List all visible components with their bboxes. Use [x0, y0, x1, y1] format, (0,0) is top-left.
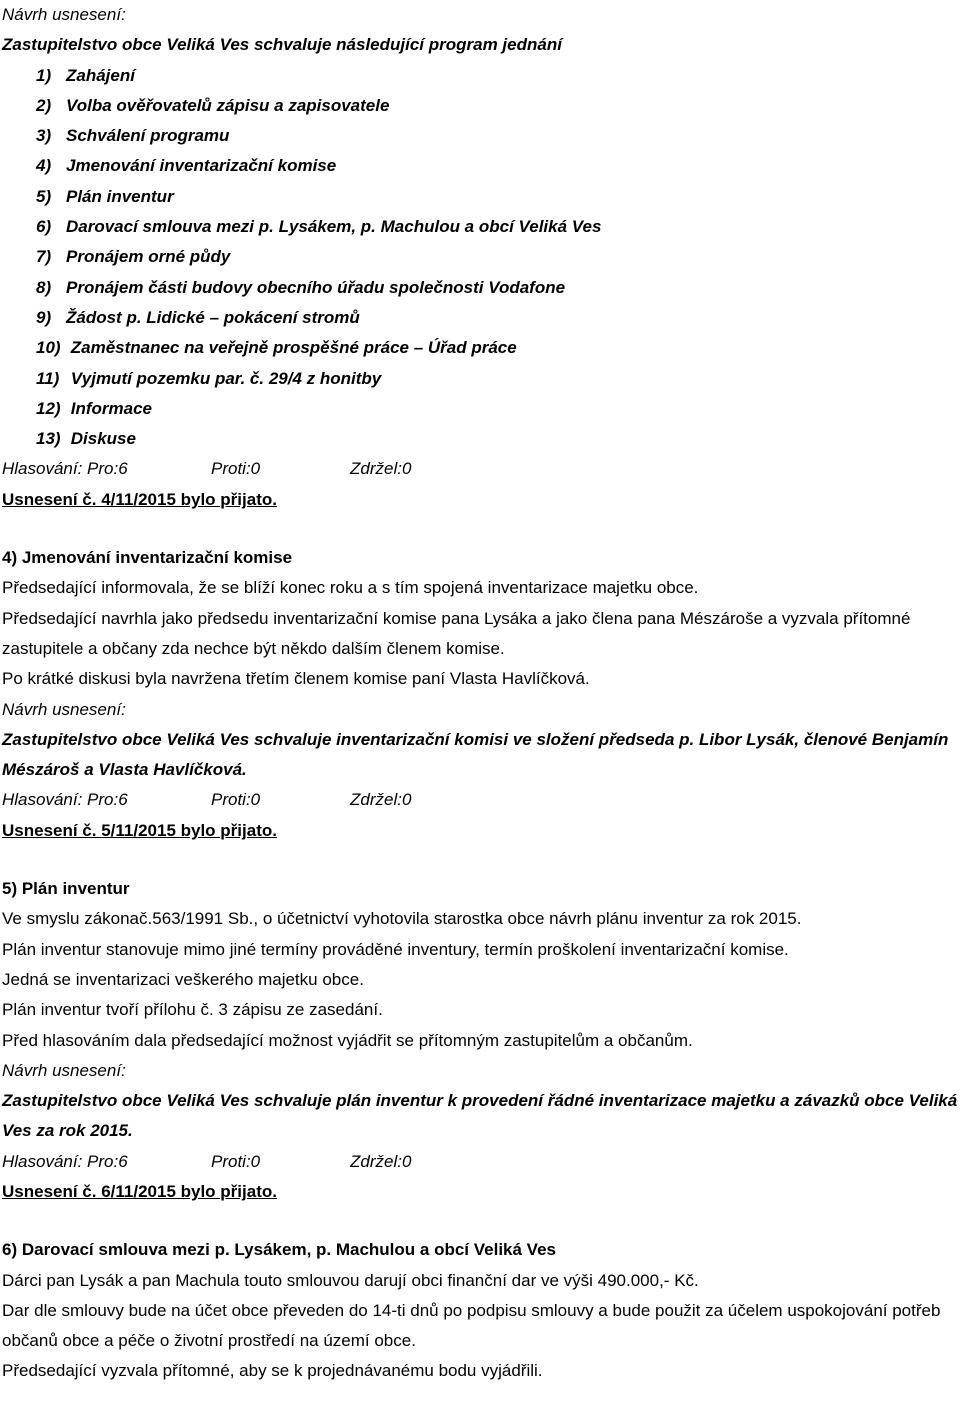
paragraph: Po krátké diskusi byla navržena třetím členem komise paní Vlasta Havlíčková.: [2, 669, 590, 689]
section-heading: 5) Plán inventur: [2, 879, 130, 899]
agenda-item: 7) Pronájem orné půdy: [36, 247, 231, 267]
paragraph: Plán inventur stanovuje mimo jiné termíny prováděné inventury, termín proškolení inventarizační komise.: [2, 939, 789, 959]
agenda-item: 3) Schválení programu: [36, 126, 230, 146]
resolution-status: Usnesení č. 5/11/2015 bylo přijato.: [2, 820, 277, 840]
proposal-label: Návrh usnesení:: [2, 699, 126, 719]
paragraph: Před hlasováním dala předsedající možnost vyjádřit se přítomným zastupitelům a občanům.: [2, 1030, 693, 1050]
agenda-item: 4) Jmenování inventarizační komise: [36, 156, 337, 176]
paragraph: Předsedající navrhla jako předsedu inventarizační komise pana Lysáka a jako člena pana Mészároše a vyzvala přítomné zastupitele a občany zda nechce být někdo dalším členem komise.: [2, 608, 911, 658]
section-heading: 6) Darovací smlouva mezi p. Lysákem, p. Machulou a obcí Veliká Ves: [2, 1240, 556, 1260]
agenda-item: 11) Vyjmutí pozemku par. č. 29/4 z honitby: [36, 368, 382, 388]
agenda-item: 9) Žádost p. Lidické – pokácení stromů: [36, 307, 360, 327]
agenda-list: [2, 61, 958, 455]
proposal-text: Zastupitelstvo obce Veliká Ves schvaluje inventarizační komisi ve složení předseda p. Libor Lysák, členové Benjamín Mészároš a Vlasta Havlíčková.: [2, 729, 949, 780]
agenda-item: 13) Diskuse: [36, 429, 136, 449]
paragraph: Dárci pan Lysák a pan Machula touto smlouvou darují obci finanční dar ve výši 490.000,- Kč.: [2, 1270, 699, 1290]
vote-result: Hlasování: Pro:6 Proti:0 Zdržel:0: [2, 790, 412, 810]
resolution-status: Usnesení č. 6/11/2015 bylo přijato.: [2, 1181, 277, 1201]
paragraph: Předsedající informovala, že se blíží konec roku a s tím spojená inventarizace majetku obce.: [2, 578, 699, 598]
paragraph: Dar dle smlouvy bude na účet obce převeden do 14-ti dnů po podpisu smlouvy a bude použit za účelem uspokojování potřeb občanů obce a péče o životní prostředí na území obce.: [2, 1300, 941, 1351]
agenda-item: 10) Zaměstnanec na veřejně prospěšné práce – Úřad práce: [36, 338, 517, 358]
proposal-label: Návrh usnesení:: [2, 1060, 126, 1080]
section-heading: 4) Jmenování inventarizační komise: [2, 548, 293, 568]
proposal-text: Zastupitelstvo obce Veliká Ves schvaluje následující program jednání: [2, 35, 562, 55]
agenda-item: 6) Darovací smlouva mezi p. Lysákem, p. Machulou a obcí Veliká Ves: [36, 217, 602, 237]
paragraph: Ve smyslu zákonač.563/1991 Sb., o účetnictví vyhotovila starostka obce návrh plánu inventur za rok 2015.: [2, 909, 802, 929]
proposal-label: Návrh usnesení:: [2, 5, 126, 24]
paragraph: Jedná se inventarizaci veškerého majetku obce.: [2, 969, 364, 989]
agenda-item: 8) Pronájem části budovy obecního úřadu společnosti Vodafone: [36, 277, 566, 297]
agenda-item: 1) Zahájení: [36, 65, 135, 85]
resolution-status: Usnesení č. 4/11/2015 bylo přijato.: [2, 489, 277, 509]
agenda-item: 5) Plán inventur: [36, 186, 174, 206]
agenda-item: 12) Informace: [36, 398, 152, 418]
vote-result: Hlasování: Pro:6 Proti:0 Zdržel:0: [2, 459, 412, 479]
paragraph: Předsedající vyzvala přítomné, aby se k projednávanému bodu vyjádřili.: [2, 1361, 543, 1381]
agenda-item: 2) Volba ověřovatelů zápisu a zapisovatele: [36, 95, 390, 115]
vote-result: Hlasování: Pro:6 Proti:0 Zdržel:0: [2, 1151, 412, 1171]
paragraph: Plán inventur tvoří přílohu č. 3 zápisu ze zasedání.: [2, 1000, 383, 1020]
proposal-text: Zastupitelstvo obce Veliká Ves schvaluje plán inventur k provedení řádné inventarizace majetku a závazků obce Veliká Ves za rok 2015.: [2, 1091, 958, 1141]
